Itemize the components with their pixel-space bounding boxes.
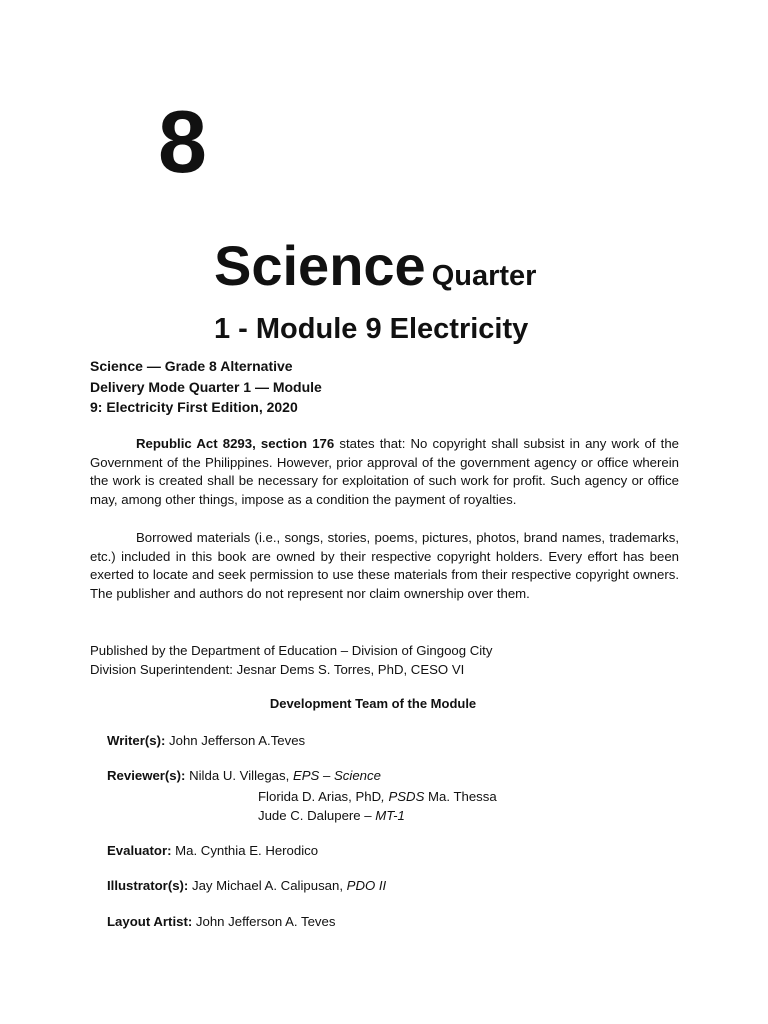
division-superintendent: Division Superintendent: Jesnar Dems S. Torres, PhD, CESO VI — [90, 662, 465, 677]
title-quarter: Quarter — [431, 260, 537, 292]
reviewer-name: Florida D. Arias, PhD — [258, 789, 382, 804]
publisher-block — [90, 641, 492, 679]
reviewer-label: Reviewer(s): — [107, 768, 186, 783]
edition-line: 9: Electricity First Edition, 2020 — [90, 399, 298, 415]
reviewer-name: Jude C. Dalupere – — [258, 808, 376, 823]
layout-artist-name: John Jefferson A. Teves — [192, 914, 336, 929]
reviewer-credit-line — [258, 808, 405, 823]
reviewer-name: Nilda U. Villegas, — [185, 768, 293, 783]
illustrator-label: Illustrator(s): — [107, 878, 189, 893]
edition-block — [90, 356, 322, 418]
reviewer-title: MT-1 — [375, 808, 405, 823]
title-science: Science — [214, 234, 426, 297]
illustrator-name: Jay Michael A. Calipusan, — [188, 878, 347, 893]
borrowed-materials-paragraph — [90, 529, 679, 603]
illustrator-credit — [107, 878, 386, 893]
copyright-paragraph — [90, 435, 679, 509]
reviewer-credit — [107, 768, 381, 783]
module-title-line-1 — [214, 234, 537, 297]
edition-line: Science — Grade 8 Alternative — [90, 358, 293, 374]
borrowed-materials-text: Borrowed materials (i.e., songs, stories, poems, pictures, photos, brand names, trademarks, etc.) included in this book are owned by their respective copyright holders. Every effort has been exerted to locate and seek permission to use these materials from their respective copyright owners. The publisher and authors do not represent nor claim ownership over them. — [90, 530, 679, 601]
illustrator-title: PDO II — [346, 878, 387, 893]
evaluator-credit — [107, 843, 318, 858]
development-team-heading: Development Team of the Module — [269, 696, 477, 711]
evaluator-label: Evaluator: — [107, 843, 172, 858]
writer-name: John Jefferson A.Teves — [165, 733, 306, 748]
layout-artist-label: Layout Artist: — [107, 914, 193, 929]
reviewer-title: EPS – Science — [292, 768, 381, 783]
module-title-line-2: 1 - Module 9 Electricity — [214, 313, 529, 345]
grade-number: 8 — [158, 92, 207, 191]
republic-act-reference: Republic Act 8293, section 176 — [136, 436, 335, 451]
reviewer-name: Ma. Thessa — [424, 789, 497, 804]
layout-artist-credit — [107, 914, 335, 929]
evaluator-name: Ma. Cynthia E. Herodico — [171, 843, 319, 858]
edition-line: Delivery Mode Quarter 1 — Module — [90, 378, 322, 395]
reviewer-title: , PSDS — [381, 789, 425, 804]
writer-label: Writer(s): — [107, 733, 166, 748]
published-by: Published by the Department of Education – Division of Gingoog City — [90, 643, 493, 658]
writer-credit — [107, 733, 305, 748]
reviewer-credit-line — [258, 789, 497, 804]
copyright-text: states that: No copyright shall subsist in any work of the Government of the Philippines. However, prior approval of the government agency or office wherein the work is created shall be necessary for exploitation of such work for profit. Such agency or office may, among other things, impose as a condition the payment of royalties. — [90, 436, 679, 507]
